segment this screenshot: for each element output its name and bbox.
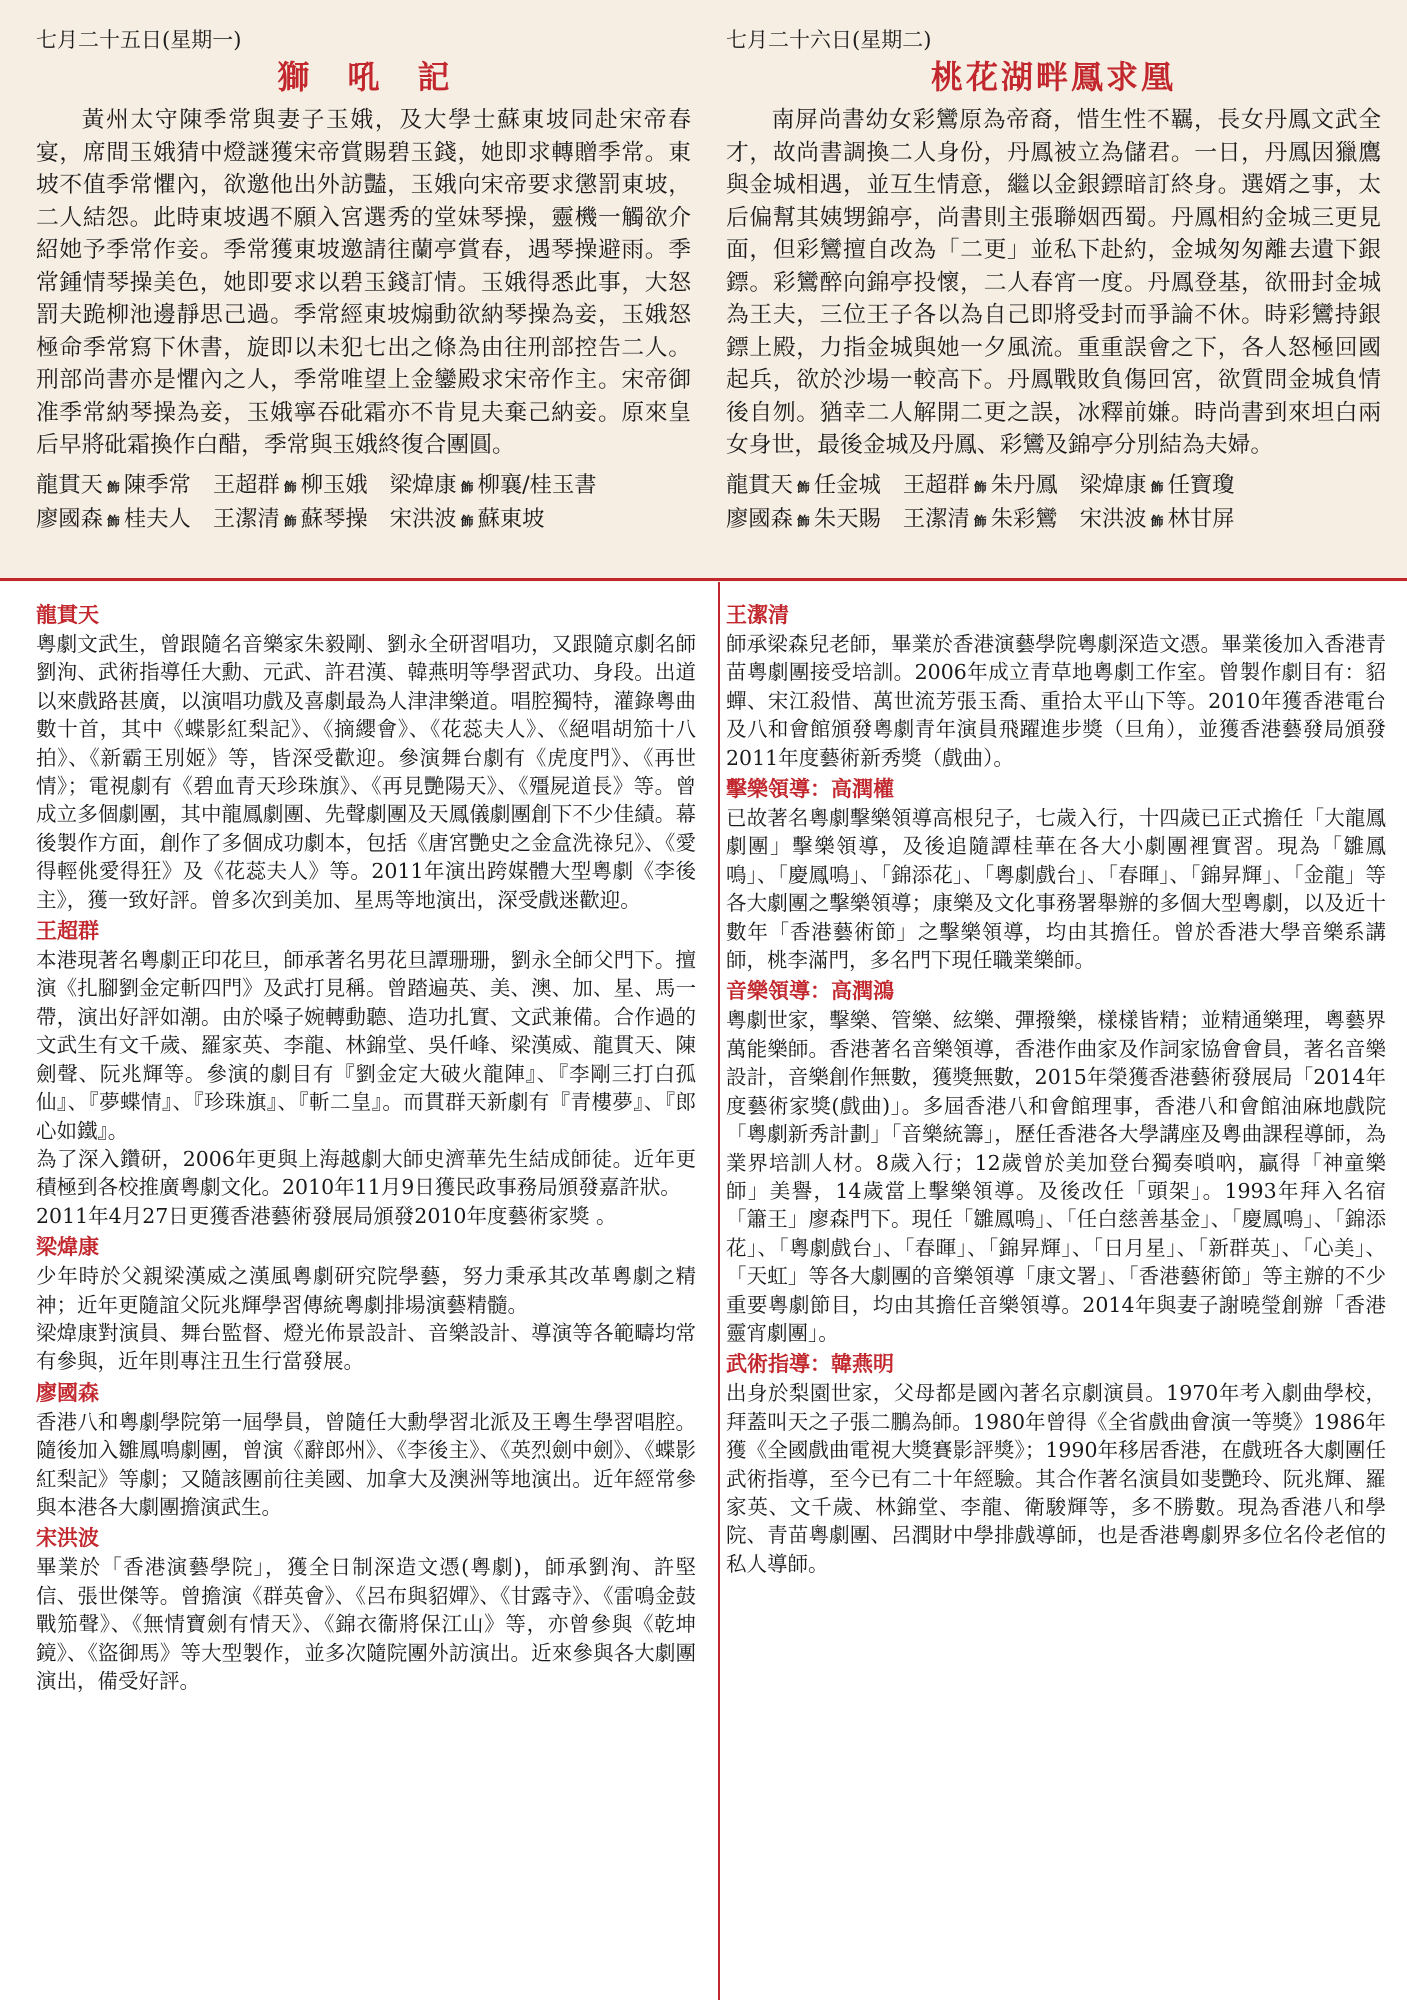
plays-marker: 飾 (796, 514, 810, 530)
role-name: 柳襄/桂玉書 (477, 471, 597, 498)
biographies-left (36, 600, 696, 1697)
column-divider (718, 582, 720, 2000)
plays-marker: 飾 (460, 480, 474, 496)
cast-list (726, 470, 1381, 538)
cast-entry (390, 504, 545, 538)
actor-name: 王潔清 (902, 505, 970, 532)
bio-paragraph: 香港八和粵劇學院第一屆學員，曾隨任大勳學習北派及王粵生學習唱腔。隨後加入雛鳳鳴劇團，曾演《辭郎州》、《李後主》、《英烈劍中劍》、《蝶影紅梨記》等劇；又隨該團前往美國、加拿大及澳洲等地演出。近年經常參與本港各大劇團擔演武生。 (36, 1409, 696, 1519)
bio-paragraph: 本港現著名粵劇正印花旦，師承著名男花旦譚珊珊，劉永全師父門下。擅演《扎腳劉金定斬四門》及武打見稱。曾踏遍英、美、澳、加、星、馬一帶，演出好評如潮。由於嗓子婉轉動聽、造功扎實、文武兼備。合作過的文武生有文千歲、羅家英、李龍、林錦堂、吳仟峰、梁漢威、龍貫天、陳劍聲、阮兆輝等。參演的劇目有『劉金定大破火龍陣』、『李剛三打白孤仙』、『夢蝶情』、『珍珠旗』、『斬二皇』。而貫群天新劇有『青樓夢』、『郎心如鐵』。 (36, 948, 696, 1143)
bio-paragraph: 已故著名粵劇擊樂領導高根兒子，七歲入行，十四歲已正式擔任「大龍鳳劇團」擊樂領導，及後追隨譚桂華在各大小劇團裡實習。現為「雛鳳鳴」、「慶鳳鳴」、「錦添花」、「粵劇戲台」、「春暉」、「錦昇輝」、「金龍」等各大劇團之擊樂領導；康樂及文化事務署舉辦的多個大型粵劇，以及近十數年「香港藝術節」之擊樂領導，均由其擔任。曾於香港大學音樂系講師，桃李滿門，多名門下現任職業樂師。 (726, 806, 1386, 973)
plot-synopsis: 黃州太守陳季常與妻子玉娥，及大學士蘇東坡同赴宋帝春宴，席間玉娥猜中燈謎獲宋帝賞賜碧玉錢，她即求轉贈季常。東坡不值季常懼內，欲邀他出外訪豔，玉娥向宋帝要求懲罰東坡，二人結怨。此時東坡遇不願入宮選秀的堂妹琴操，靈機一觸欲介紹她予季常作妾。季常獲東坡邀請往蘭亭賞春，遇琴操避雨。季常鍾情琴操美色，她即要求以碧玉錢訂情。玉娥得悉此事，大怒罰夫跪柳池邊靜思己過。季常經東坡煽動欲納琴操為妾，玉娥怒極命季常寫下休書，旋即以未犯七出之條為由往刑部控告二人。刑部尚書亦是懼內之人，季常唯望上金鑾殿求宋帝作主。宋帝御准季常納琴操為妾，玉娥寧吞砒霜亦不肯見夫棄己納妾。原來皇后早將砒霜換作白醋，季常與玉娥終復合團圓。 (36, 107, 691, 458)
actor-name: 宋洪波 (1079, 505, 1147, 532)
bio-paragraph: 粵劇世家，擊樂、管樂、絃樂、彈撥樂，樣樣皆精；並精通樂理，粵藝界萬能樂師。香港著名音樂領導，香港作曲家及作詞家協會會員，著名音樂設計，音樂創作無數，獲獎無數，2015年榮獲香港藝術發展局「2014年度藝術家獎(戲曲)」。多屆香港八和會館理事，香港八和會館油麻地戲院「粵劇新秀計劃」「音樂統籌」，歷任香港各大學講座及粵曲課程導師，為業界培訓人材。8歲入行；12歲曾於美加登台獨奏嗩吶，贏得「神童樂師」美譽，14歲當上擊樂領導。及後改任「頭架」。1993年拜入名宿「簫王」廖森門下。現任「雛鳳鳴」、「任白慈善基金」、「慶鳳鳴」、「錦添花」、「粵劇戲台」、「春暉」、「錦昇輝」、「日月星」、「新群英」、「心美」、「天虹」等各大劇團的音樂領導「康文署」、「香港藝術節」等主辦的不少重要粵劇節目，均由其擔任音樂領導。2014年與妻子謝曉瑩創辦「香港靈宵劇團」。 (726, 1008, 1386, 1345)
cast-entry (1080, 470, 1235, 504)
synopsis-tuesday (726, 26, 1381, 538)
role-name: 朱丹鳳 (990, 471, 1058, 498)
bio-sung-hung-po (36, 1523, 696, 1695)
bio-paragraph: 為了深入鑽研，2006年更與上海越劇大師史濟華先生結成師徒。近年更積極到各校推廣粵劇文化。2010年11月9日獲民政事務局頒發嘉許狀。 (36, 1146, 696, 1200)
bio-paragraph: 梁煒康對演員、舞台監督、燈光佈景設計、音樂設計、導演等各範疇均常有參與，近年則專注丑生行當發展。 (36, 1320, 696, 1374)
cast-list (36, 470, 691, 538)
bio-name: 王超群 (36, 918, 99, 944)
role-name: 桂夫人 (123, 505, 191, 532)
plot-synopsis: 南屏尚書幼女彩鸞原為帝裔，惜生性不羈，長女丹鳳文武全才，故尚書調換二人身份，丹鳳被立為儲君。一日，丹鳳因獵鷹與金城相遇，並互生情意，繼以金銀鏢暗訂終身。選婿之事，太后偏幫其姨甥錦亭，尚書則主張聯姻西蜀。丹鳳相約金城三更見面，但彩鸞擅自改為「二更」並私下赴約，金城匆匆離去遺下銀鏢。彩鸞醉向錦亭投懷，二人春宵一度。丹鳳登基，欲冊封金城為王夫，三位王子各以為自己即將受封而爭論不休。時彩鸞持銀鏢上殿，力指金城與她一夕風流。重重誤會之下，各人怒極回國起兵，欲於沙場一較高下。丹鳳戰敗負傷回宮，欲質問金城負情後自刎。猶幸二人解開二更之誤，冰釋前嫌。時尚書到來坦白兩女身世，最後金城及丹鳳、彩鸞及錦亭分別結為夫婦。 (726, 107, 1381, 458)
bio-martial-arts-director (726, 1349, 1386, 1578)
bio-percussion-leader (726, 774, 1386, 974)
bio-name: 龍貫天 (36, 602, 99, 627)
role-name: 蘇琴操 (300, 505, 368, 532)
bio-paragraph: 2011年4月27日更獲香港藝術發展局頒發2010年度藝術家獎 。 (36, 1203, 617, 1228)
bio-name: 王潔清 (726, 602, 789, 627)
bio-paragraph: 少年時於父親梁漢威之漢風粵劇研究院學藝，努力秉承其改革粵劇之精神；近年更隨誼父阮兆輝學習傳統粵劇排場演藝精髓。 (36, 1264, 696, 1317)
actor-name: 宋洪波 (389, 505, 457, 532)
actor-name: 廖國森 (36, 505, 103, 532)
role-name: 任寶瓊 (1167, 471, 1235, 498)
role-name: 任金城 (813, 471, 881, 498)
cast-entry (36, 504, 191, 538)
role-name: 朱天賜 (813, 505, 881, 532)
actor-name: 王潔清 (212, 505, 280, 532)
plays-marker: 飾 (283, 480, 297, 496)
play-title: 獅吼記 (277, 58, 488, 96)
bio-name: 宋洪波 (36, 1525, 99, 1551)
actor-name: 龍貫天 (726, 471, 793, 498)
actor-name: 王超群 (212, 471, 280, 498)
bio-leung-wai-hong (36, 1232, 696, 1376)
cast-entry (213, 504, 368, 538)
bio-paragraph: 出身於梨園世家，父母都是國內著名京劇演員。1970年考入劇曲學校，拜蓋叫天之子張二鵬為師。1980年曾得《全省戲曲會演一等獎》1986年獲《全國戲曲電視大獎賽影評獎》；1990年移居香港，在戲班各大劇團任武術指導，至今已有二十年經驗。其合作著名演員如斐艷玲、阮兆輝、羅家英、文千歲、林錦堂、李龍、衛駿輝等，多不勝數。現為香港八和學院、青苗粵劇團、呂潤財中學排戲導師，也是香港粵劇界多位名伶老倌的私人導師。 (726, 1381, 1386, 1576)
plays-marker: 飾 (1150, 514, 1164, 530)
cast-entry (903, 504, 1058, 538)
cast-row (726, 470, 1381, 504)
bio-name: 梁煒康 (36, 1234, 99, 1260)
cast-entry (36, 470, 191, 504)
role-name: 林甘屏 (1167, 505, 1235, 532)
role-name: 陳季常 (123, 471, 191, 498)
cast-row (36, 470, 691, 504)
bio-paragraph: 粵劇文武生，曾跟隨名音樂家朱毅剛、劉永全研習唱功，又跟隨京劇名師劉洵、武術指導任大勳、元武、許君漢、韓燕明等學習武功、身段。出道以來戲路甚廣，以演唱功戲及喜劇最為人津津樂道。唱腔獨特，灌錄粵曲數十首，其中《蝶影紅梨記》、《摘纓會》、《花蕊夫人》、《絕唱胡笳十八拍》、《新霸王別姬》等，皆深受歡迎。參演舞台劇有《虎度門》、《再世情》；電視劇有《碧血青天珍珠旗》、《再見艷陽天》、《殭屍道長》等。曾成立多個劇團，其中龍鳳劇團、先聲劇團及天鳳儀劇團創下不少佳績。幕後製作方面，創作了多個成功劇本，包括《唐宮艷史之金盒洗祿兒》、《愛得輕佻愛得狂》及《花蕊夫人》等。2011年演出跨媒體大型粵劇《李後主》，獲一致好評。曾多次到美加、星馬等地演出，深受戲迷歡迎。 (36, 632, 696, 912)
actor-name: 龍貫天 (36, 471, 103, 498)
cast-row (36, 504, 691, 538)
bio-name: 擊樂領導：高潤權 (726, 776, 894, 802)
performance-date: 七月二十五日(星期一) (36, 28, 242, 52)
plays-marker: 飾 (1150, 480, 1164, 496)
role-name: 朱彩鸞 (990, 505, 1058, 532)
plays-marker: 飾 (973, 514, 987, 530)
cast-entry (726, 470, 881, 504)
cast-entry (390, 470, 597, 504)
actor-name: 梁煒康 (1079, 471, 1147, 498)
bio-liu-kwok-sum (36, 1378, 696, 1522)
actor-name: 梁煒康 (389, 471, 457, 498)
bio-name: 廖國森 (36, 1379, 99, 1405)
actor-name: 廖國森 (726, 505, 793, 532)
actor-name: 王超群 (902, 471, 970, 498)
bio-name: 音樂領導：高潤鴻 (726, 978, 894, 1004)
bio-name: 武術指導：韓燕明 (726, 1351, 894, 1377)
plays-marker: 飾 (283, 514, 297, 530)
role-name: 蘇東坡 (477, 505, 545, 532)
bio-wong-chiu-kwan (36, 916, 696, 1230)
bio-paragraph: 師承梁森兒老師，畢業於香港演藝學院粵劇深造文憑。畢業後加入香港青苗粵劇團接受培訓。2006年成立青草地粵劇工作室。曾製作劇目有：貂蟬、宋江殺惜、萬世流芳張玉喬、重拾太平山下等。2010年獲香港電台及八和會館頒發粵劇青年演員飛躍進步獎（旦角），並獲香港藝發局頒發2011年度藝術新秀獎（戲曲）。 (726, 632, 1386, 770)
play-title: 桃花湖畔鳳求凰 (930, 58, 1176, 96)
cast-entry (726, 504, 881, 538)
biographies-right (726, 600, 1386, 1580)
role-name: 柳玉娥 (300, 471, 368, 498)
plays-marker: 飾 (460, 514, 474, 530)
cast-entry (903, 470, 1058, 504)
cast-row (726, 504, 1381, 538)
plays-marker: 飾 (106, 480, 120, 496)
performance-date: 七月二十六日(星期二) (726, 28, 932, 52)
cast-entry (1080, 504, 1235, 538)
synopsis-monday (36, 26, 691, 538)
cast-entry (213, 470, 368, 504)
bio-wong-kit-ching (726, 600, 1386, 772)
plays-marker: 飾 (796, 480, 810, 496)
plays-marker: 飾 (973, 480, 987, 496)
bio-music-leader (726, 976, 1386, 1347)
bio-paragraph: 畢業於「香港演藝學院」，獲全日制深造文憑(粵劇)，師承劉洵、許堅信、張世傑等。曾擔演《群英會》、《呂布與貂嬋》、《甘露寺》、《雷鳴金鼓戰笳聲》、《無情寶劍有情天》、《錦衣衞將保江山》等，亦曾參與《乾坤鏡》、《盜御馬》等大型製作，並多次隨院團外訪演出。近來參與各大劇團演出，備受好評。 (36, 1555, 696, 1693)
section-divider (0, 578, 1407, 581)
bio-long-kwun-tin (36, 600, 696, 914)
plays-marker: 飾 (106, 514, 120, 530)
